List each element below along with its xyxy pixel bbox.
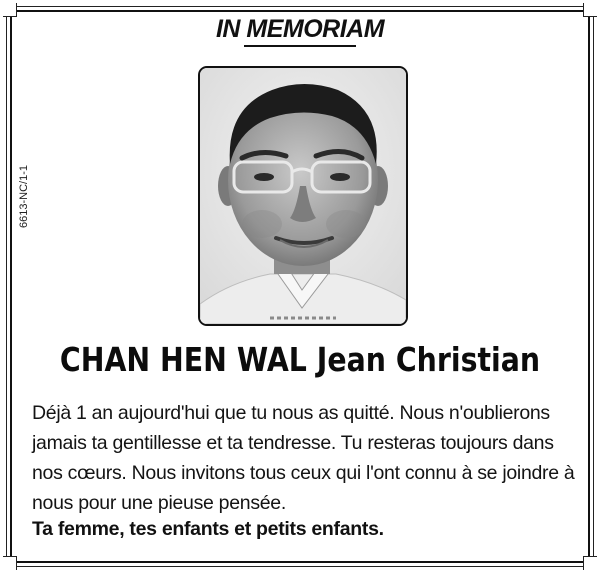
memorial-message: Déjà 1 an aujourd'hui que tu nous as quitté. Nous n'oublierons jamais ta gentillesse et ta tendresse. Tu resteras toujours dans nos cœurs. Nous invitons tous ceux qui l'ont connu à se joindre à nous pour une pieuse pensée. [32, 402, 575, 514]
side-reference-code: 6613-NC/1-1 [18, 165, 30, 228]
header [0, 14, 600, 44]
header-underline [244, 45, 356, 47]
corner-notch-bottom-left [3, 556, 17, 570]
portrait-photo-icon [200, 68, 406, 324]
signature: Ta femme, tes enfants et petits enfants. [32, 518, 384, 540]
corner-notch-bottom-right [583, 556, 597, 570]
header-title: IN MEMORIAM [215, 15, 385, 43]
deceased-name: CHAN HEN WAL Jean Christian [59, 340, 541, 379]
portrait-photo [198, 66, 408, 326]
